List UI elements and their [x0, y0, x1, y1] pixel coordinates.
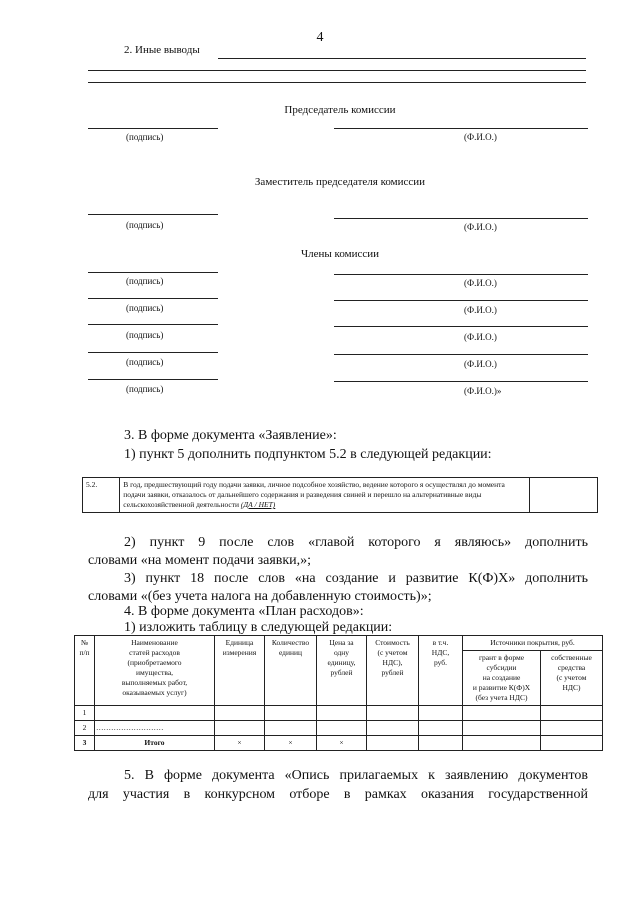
table-row: [75, 721, 603, 736]
chair-title: Председатель комиссии: [284, 104, 396, 116]
col-header-own-funds: собственные средства (с учетом НДС): [541, 651, 603, 706]
chair-sign-line: [88, 128, 218, 129]
row-num: 1: [75, 706, 95, 721]
row-num: 2: [75, 721, 95, 736]
member-sign-line: [88, 352, 218, 353]
item3-point3-line1: 3) пункт 18 после слов «на создание и развитие К(Ф)Х» дополнить: [124, 571, 588, 586]
item4-point1: 1) изложить таблицу в следующей редакции:: [124, 620, 393, 635]
table-row: [75, 706, 603, 721]
item5-line2: для участия в конкурсном отборе в рамках оказания государственной: [88, 787, 588, 802]
member-fio-caption: (Ф.И.О.): [464, 359, 497, 369]
row-price-cross: ×: [317, 736, 367, 751]
other-conclusions-label: 2. Иные выводы: [124, 44, 200, 56]
col-header-price: Цена за одну единицу, рублей: [317, 636, 367, 706]
member-sign-line: [88, 272, 218, 273]
table-row-total: [75, 736, 603, 751]
member-fio-line: [334, 354, 588, 355]
item3-point1: 1) пункт 5 дополнить подпунктом 5.2 в следующей редакции:: [124, 447, 492, 462]
row-qty-cross: ×: [265, 736, 317, 751]
deputy-fio-line: [334, 218, 588, 219]
member-fio-line: [334, 274, 588, 275]
members-title: Члены комиссии: [300, 248, 379, 260]
col-header-qty: Количество единиц: [265, 636, 317, 706]
member-sign-caption: (подпись): [126, 276, 164, 286]
page-number: 4: [316, 30, 324, 45]
member-fio-caption: (Ф.И.О.): [464, 332, 497, 342]
member-sign-line: [88, 379, 218, 380]
item3-point2-line1: 2) пункт 9 после слов «главой которого я являюсь» дополнить: [124, 535, 588, 550]
item3-heading: 3. В форме документа «Заявление»:: [124, 428, 337, 443]
col-header-cost: Стоимость (с учетом НДС), рублей: [367, 636, 419, 706]
col-header-grant: грант в форме субсидии на создание и развитие К(Ф)Х (без учета НДС): [463, 651, 541, 706]
col-header-unit: Единица измерения: [215, 636, 265, 706]
member-fio-line: [334, 300, 588, 301]
conclusion-line-3: [88, 82, 586, 83]
row-num: 3: [75, 736, 95, 751]
member-fio-line: [334, 381, 588, 382]
deputy-sign-line: [88, 214, 218, 215]
chair-sign-caption: (подпись): [126, 132, 164, 142]
subitem-text: [120, 478, 530, 513]
member-sign-line: [88, 324, 218, 325]
item4-heading: 4. В форме документа «План расходов»:: [124, 604, 364, 619]
member-fio-line: [334, 326, 588, 327]
col-header-sources: Источники покрытия, руб.: [463, 636, 603, 651]
row-name-total: Итого: [95, 736, 215, 751]
subitem-answer-cell: [530, 478, 598, 513]
deputy-sign-caption: (подпись): [126, 220, 164, 230]
subitem-answer-hint: (ДА / НЕТ): [240, 500, 276, 509]
subitem-text-main: В год, предшествующий году подачи заявки, личное подсобное хозяйство, ведение которого я осуществлял до момента подачи заявки, отказалось от дальнейшего содержания и разведения свиней и перешло на альтернативные виды сельскохозяйственной деятельности: [123, 480, 505, 509]
member-sign-caption: (подпись): [126, 303, 164, 313]
member-fio-caption: (Ф.И.О.): [464, 305, 497, 315]
member-sign-caption: (подпись): [126, 330, 164, 340]
row-name: [95, 706, 215, 721]
item5-line1: 5. В форме документа «Опись прилагаемых к заявлению документов: [124, 768, 588, 783]
subitem-5-2-table: [82, 477, 598, 513]
row-unit-cross: ×: [215, 736, 265, 751]
item3-point3-line2: словами «(без учета налога на добавленную стоимость)»;: [88, 589, 432, 604]
conclusion-line-2: [88, 70, 586, 71]
row-name: ………………………: [95, 721, 215, 736]
chair-fio-line: [334, 128, 588, 129]
member-sign-caption: (подпись): [126, 357, 164, 367]
member-sign-line: [88, 298, 218, 299]
member-fio-caption: (Ф.И.О.): [464, 278, 497, 288]
chair-fio-caption: (Ф.И.О.): [464, 132, 497, 142]
member-fio-caption: (Ф.И.О.)»: [464, 386, 502, 396]
subitem-number: 5.2.: [83, 478, 120, 513]
conclusion-line-1: [218, 58, 586, 59]
col-header-name: Наименование статей расходов (приобретаемого имущества, выполняемых работ, оказываемых услуг): [95, 636, 215, 706]
deputy-fio-caption: (Ф.И.О.): [464, 222, 497, 232]
member-sign-caption: (подпись): [126, 384, 164, 394]
item3-point2-line2: словами «на момент подачи заявки,»;: [88, 553, 312, 568]
col-header-num: № п/п: [75, 636, 95, 706]
table-header-row: [75, 636, 603, 651]
col-header-vat: в т.ч. НДС, руб.: [419, 636, 463, 706]
expense-plan-table: [74, 635, 603, 751]
deputy-title: Заместитель председателя комиссии: [254, 176, 426, 188]
